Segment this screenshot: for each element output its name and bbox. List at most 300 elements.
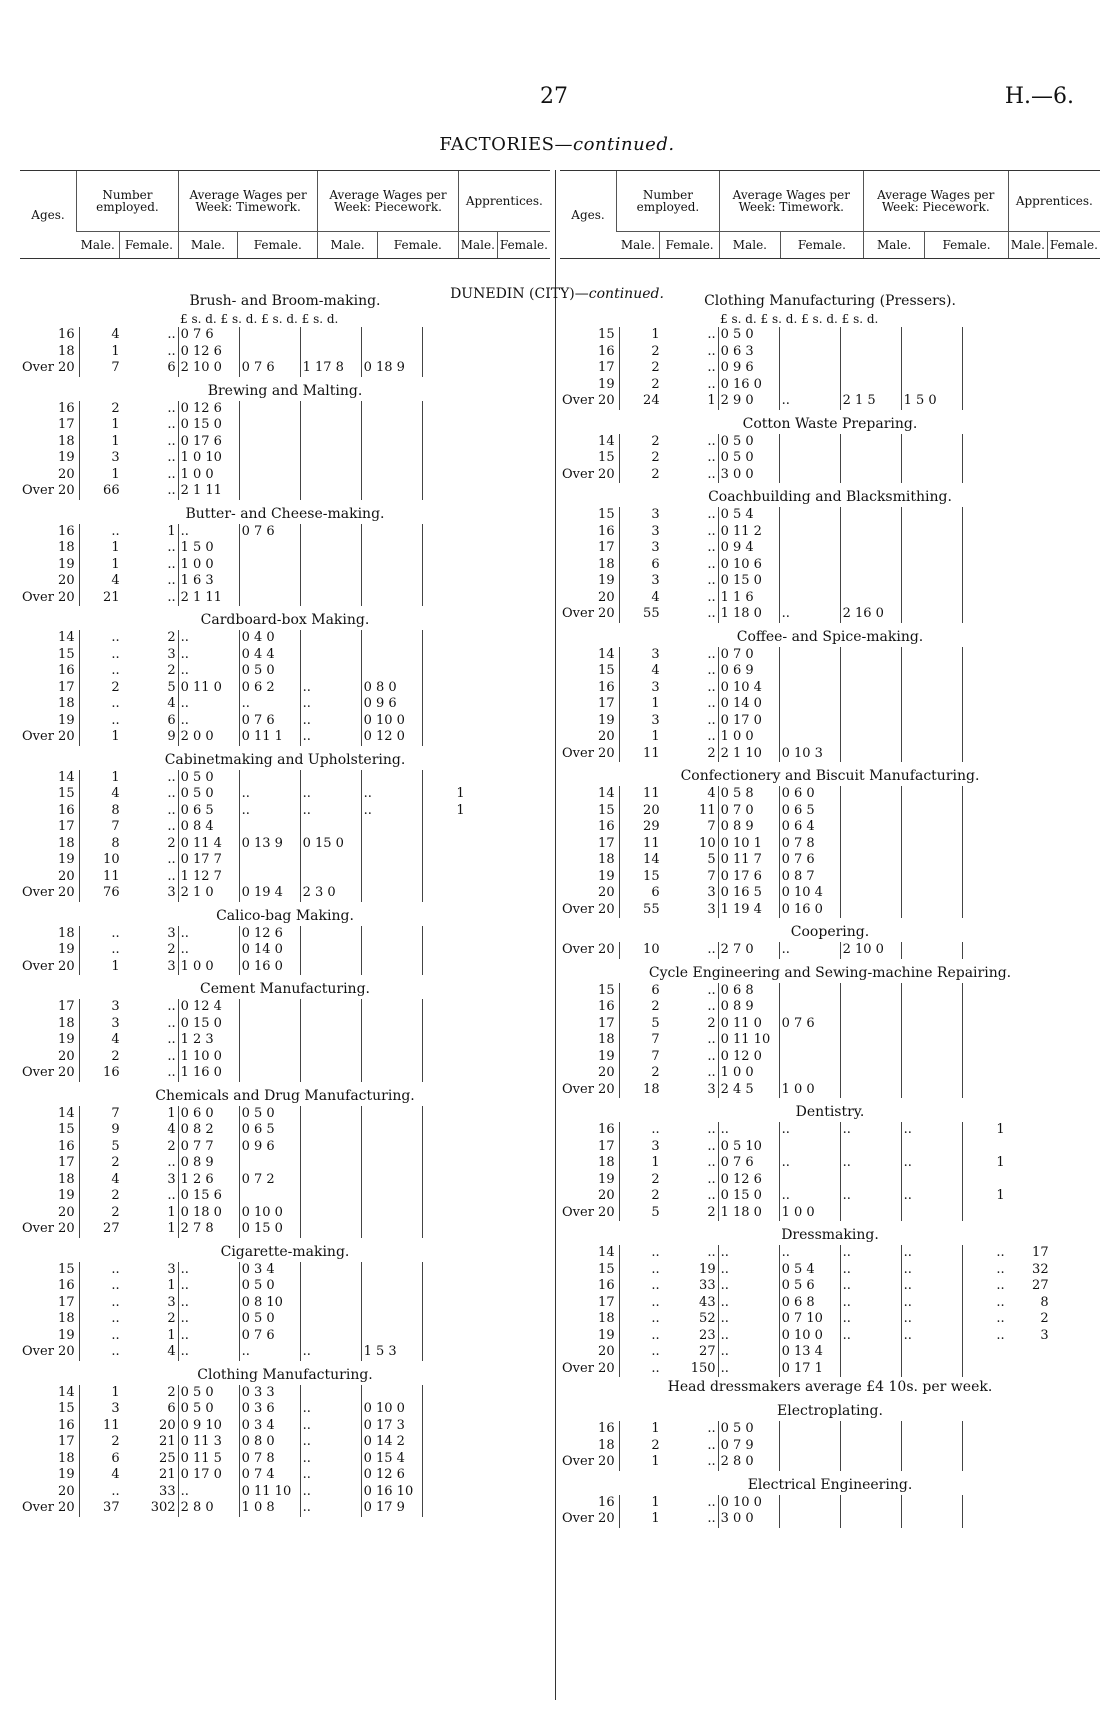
table-cell: [962, 999, 1007, 1016]
table-cell: 19: [560, 573, 619, 590]
table-cell: [962, 696, 1007, 713]
table-cell: ..: [300, 680, 361, 697]
table-cell: [467, 1221, 511, 1238]
table-cell: [422, 1311, 467, 1328]
table-cell: 17: [560, 360, 619, 377]
table-cell: ..: [840, 1295, 901, 1312]
table-cell: 17: [560, 696, 619, 713]
table-cell: 16: [560, 1278, 619, 1295]
table-cell: 17: [560, 836, 619, 853]
table-cell: ..: [300, 1451, 361, 1468]
table-cell: 0 5 0: [178, 1401, 239, 1418]
table-row: [560, 869, 1051, 886]
table-cell: ..: [901, 1295, 962, 1312]
table-cell: 0 9 6: [239, 1139, 300, 1156]
table-row: [20, 1205, 511, 1222]
table-cell: ..: [662, 1421, 719, 1438]
table-cell: [1007, 836, 1051, 853]
industry-section: [20, 504, 550, 607]
table-cell: ..: [662, 1245, 719, 1262]
table-row: [20, 1328, 511, 1345]
table-cell: 18: [20, 1451, 79, 1468]
table-cell: 17: [560, 1016, 619, 1033]
table-cell: [239, 1049, 300, 1066]
table-cell: 1: [122, 1221, 179, 1238]
table-cell: 7: [651, 1032, 660, 1047]
table-cell: 0 6 0: [779, 786, 840, 803]
table-cell: [361, 942, 422, 959]
table-cell: 2: [122, 1311, 179, 1328]
table-cell: 1 0 0: [178, 467, 239, 484]
table-cell: [467, 926, 511, 943]
table-cell: [239, 770, 300, 787]
table-cell: 2: [122, 630, 179, 647]
table-cell: 14: [643, 852, 660, 867]
table-cell: [467, 959, 511, 976]
table-row: [20, 1106, 511, 1123]
table-cell: 15: [560, 327, 619, 344]
table-cell: [422, 1188, 467, 1205]
table-cell: [467, 1467, 511, 1484]
table-cell: 2 7 0: [718, 942, 779, 959]
table-cell: [361, 1278, 422, 1295]
table-cell: 15: [560, 663, 619, 680]
table-cell: 20: [20, 573, 79, 590]
table-cell: ..: [718, 1328, 779, 1345]
table-cell: [467, 786, 511, 803]
table-cell: ..: [662, 999, 719, 1016]
table-row: [20, 647, 511, 664]
table-cell: 15: [560, 450, 619, 467]
industry-section: [560, 963, 1100, 1099]
table-cell: 0 17 1: [779, 1361, 840, 1378]
table-cell: [300, 1016, 361, 1033]
industry-title: Clothing Manufacturing.: [197, 1366, 373, 1383]
table-cell: ..: [662, 663, 719, 680]
table-cell: [1007, 1421, 1051, 1438]
table-cell: 0 5 10: [718, 1139, 779, 1156]
table-row: [20, 1434, 511, 1451]
industry-section: [560, 922, 1100, 959]
table-cell: 1 0 0: [718, 1065, 779, 1082]
header-female: Female.: [1047, 232, 1100, 259]
table-cell: 9: [111, 1122, 120, 1137]
industry-section: [20, 291, 550, 377]
table-cell: 1: [662, 393, 719, 410]
table-cell: 11: [662, 803, 719, 820]
table-cell: [962, 983, 1007, 1000]
table-cell: [840, 557, 901, 574]
table-cell: 0 18 0: [178, 1205, 239, 1222]
table-cell: [361, 1188, 422, 1205]
table-row: [20, 1385, 511, 1402]
table-cell: 0 11 10: [239, 1484, 300, 1501]
table-cell: [962, 803, 1007, 820]
table-cell: ..: [718, 1122, 779, 1139]
table-cell: [962, 540, 1007, 557]
table-cell: ..: [111, 1327, 120, 1343]
table-cell: 3: [662, 1082, 719, 1099]
table-cell: 0 7 0: [718, 647, 779, 664]
table-cell: [300, 1221, 361, 1238]
table-cell: [840, 836, 901, 853]
table-cell: [467, 630, 511, 647]
table-cell: ..: [300, 1418, 361, 1435]
table-cell: [361, 450, 422, 467]
table-cell: ..: [662, 1049, 719, 1066]
table-cell: [361, 770, 422, 787]
table-cell: 15: [20, 647, 79, 664]
table-cell: [239, 1188, 300, 1205]
table-cell: [361, 1106, 422, 1123]
header-apprentices: Apprentices.: [1008, 171, 1100, 232]
table-cell: 0 7 0: [718, 803, 779, 820]
table-cell: 0 15 4: [361, 1451, 422, 1468]
table-cell: 14: [20, 1106, 79, 1123]
table-cell: 1 12 7: [178, 869, 239, 886]
table-row: [20, 327, 511, 344]
table-cell: 0 10 4: [779, 885, 840, 902]
table-cell: [1007, 1172, 1051, 1189]
table-cell: [300, 1032, 361, 1049]
table-cell: 0 7 8: [239, 1451, 300, 1468]
table-cell: [422, 1172, 467, 1189]
table-cell: [239, 540, 300, 557]
table-cell: [467, 999, 511, 1016]
table-cell: 0 10 4: [718, 680, 779, 697]
table-cell: [361, 540, 422, 557]
table-cell: [361, 573, 422, 590]
table-cell: 17: [560, 540, 619, 557]
table-row: [20, 696, 511, 713]
table-cell: 0 7 8: [779, 836, 840, 853]
table-cell: [467, 836, 511, 853]
table-cell: [901, 647, 962, 664]
table-cell: [840, 360, 901, 377]
table-cell: 3 0 0: [718, 467, 779, 484]
table-cell: [840, 1172, 901, 1189]
table-cell: ..: [662, 713, 719, 730]
table-cell: 21: [103, 589, 120, 605]
table-cell: 5: [111, 1138, 120, 1154]
table-cell: [779, 450, 840, 467]
right-column: [560, 170, 1100, 1528]
table-cell: ..: [111, 523, 120, 539]
table-cell: ..: [840, 1311, 901, 1328]
table-row: [20, 450, 511, 467]
table-cell: 19: [20, 557, 79, 574]
table-row: [560, 1311, 1051, 1328]
table-cell: [962, 524, 1007, 541]
table-cell: [239, 1065, 300, 1082]
table-row: [560, 327, 1051, 344]
table-row: [20, 1467, 511, 1484]
table-cell: [1007, 1454, 1051, 1471]
table-row: [20, 680, 511, 697]
table-cell: [422, 1016, 467, 1033]
table-cell: 3: [651, 523, 660, 539]
table-cell: ..: [300, 713, 361, 730]
table-cell: [840, 573, 901, 590]
table-cell: [901, 869, 962, 886]
table-cell: 1 0 0: [178, 959, 239, 976]
table-cell: 17: [20, 999, 79, 1016]
table-cell: [361, 401, 422, 418]
table-cell: 15: [643, 868, 660, 884]
table-cell: 150: [662, 1361, 719, 1378]
table-cell: 0 10 0: [361, 713, 422, 730]
table-cell: 1: [651, 1421, 660, 1436]
table-cell: 1 10 0: [178, 1049, 239, 1066]
table-cell: 1 0 0: [718, 729, 779, 746]
left-sections: [20, 291, 550, 1517]
table-cell: [467, 1032, 511, 1049]
table-cell: 17: [20, 680, 79, 697]
table-cell: [300, 926, 361, 943]
table-cell: [300, 483, 361, 500]
table-cell: 0 5 0: [718, 434, 779, 451]
header-female: Female.: [377, 232, 458, 259]
table-cell: 0 13 4: [779, 1344, 840, 1361]
table-cell: 7: [111, 360, 120, 375]
table-cell: ..: [996, 1261, 1005, 1277]
table-row: [20, 1500, 511, 1517]
table-cell: Over 20: [560, 1454, 619, 1471]
table-cell: 1 16 0: [178, 1065, 239, 1082]
table-cell: [1007, 557, 1051, 574]
table-cell: [840, 696, 901, 713]
table-cell: ..: [300, 696, 361, 713]
table-cell: 2: [651, 999, 660, 1014]
table-cell: [422, 942, 467, 959]
table-cell: ..: [178, 1278, 239, 1295]
table-row: [560, 1438, 1051, 1455]
table-cell: [901, 1082, 962, 1099]
industry-title: Clothing Manufacturing (Pressers).: [704, 293, 956, 309]
table-cell: 0 15 0: [300, 836, 361, 853]
table-row: [560, 344, 1051, 361]
table-cell: ..: [300, 1401, 361, 1418]
table-cell: [467, 434, 511, 451]
table-cell: Over 20: [20, 360, 79, 377]
table-cell: [239, 819, 300, 836]
table-cell: 0 12 6: [178, 344, 239, 361]
table-cell: 33: [122, 1484, 179, 1501]
table-cell: [962, 786, 1007, 803]
table-row: [20, 1172, 511, 1189]
table-row: [20, 1295, 511, 1312]
table-cell: 0 8 9: [178, 1155, 239, 1172]
table-cell: 2 8 0: [718, 1454, 779, 1471]
table-cell: [467, 401, 511, 418]
table-cell: [1007, 573, 1051, 590]
table-cell: [361, 434, 422, 451]
table-cell: 0 15 6: [178, 1188, 239, 1205]
header-timework: Average Wages per Week: Timework.: [178, 171, 317, 232]
table-cell: 0 5 0: [178, 786, 239, 803]
table-cell: [1007, 696, 1051, 713]
table-cell: [239, 573, 300, 590]
table-cell: 2: [122, 1139, 179, 1156]
industry-title: Cement Manufacturing.: [200, 981, 370, 997]
table-cell: 18: [560, 852, 619, 869]
table-cell: [1007, 1361, 1051, 1378]
table-row: [560, 680, 1051, 697]
table-cell: 1 18 0: [718, 1205, 779, 1222]
table-cell: 55: [643, 901, 660, 917]
table-cell: 14: [20, 770, 79, 787]
table-cell: [239, 483, 300, 500]
table-cell: ..: [662, 647, 719, 664]
table-row: [560, 393, 1051, 410]
table-cell: ..: [996, 1294, 1005, 1310]
table-cell: 2: [1040, 1311, 1049, 1326]
table-cell: [1007, 1205, 1051, 1222]
table-cell: 43: [662, 1295, 719, 1312]
table-cell: [361, 869, 422, 886]
table-cell: [422, 327, 467, 344]
table-cell: [901, 786, 962, 803]
table-cell: [422, 1434, 467, 1451]
table-cell: [840, 434, 901, 451]
table-cell: Over 20: [20, 1344, 79, 1361]
table-row: [20, 1311, 511, 1328]
table-cell: 0 12 6: [361, 1467, 422, 1484]
table-cell: ..: [662, 942, 719, 959]
table-row: [20, 1278, 511, 1295]
table-cell: ..: [651, 1294, 660, 1310]
table-cell: 5: [662, 852, 719, 869]
table-cell: 0 17 0: [178, 1467, 239, 1484]
table-cell: 1: [122, 1278, 179, 1295]
table-cell: [779, 1139, 840, 1156]
table-cell: [361, 1122, 422, 1139]
table-row: [560, 885, 1051, 902]
table-row: [560, 467, 1051, 484]
table-cell: [840, 1032, 901, 1049]
table-cell: 17: [20, 417, 79, 434]
table-cell: [422, 696, 467, 713]
table-cell: 0 14 0: [718, 696, 779, 713]
table-cell: 18: [20, 1172, 79, 1189]
table-cell: 1: [122, 1328, 179, 1345]
table-cell: [422, 1221, 467, 1238]
table-cell: [1007, 902, 1051, 919]
table-cell: ..: [111, 942, 120, 957]
table-cell: [467, 1344, 511, 1361]
table-cell: ..: [178, 1344, 239, 1361]
table-cell: [901, 360, 962, 377]
table-cell: 3: [651, 1138, 660, 1154]
table-cell: 19: [20, 713, 79, 730]
table-cell: [239, 417, 300, 434]
table-cell: [1007, 1139, 1051, 1156]
table-cell: 3 0 0: [718, 1511, 779, 1528]
table-row: [560, 786, 1051, 803]
table-cell: [467, 1139, 511, 1156]
table-cell: [422, 836, 467, 853]
table-cell: [1007, 1122, 1051, 1139]
table-cell: 0 6 5: [239, 1122, 300, 1139]
table-cell: [962, 885, 1007, 902]
table-cell: 2: [651, 360, 660, 375]
table-row: [20, 1188, 511, 1205]
table-cell: ..: [300, 729, 361, 746]
table-cell: 2: [122, 1385, 179, 1402]
table-cell: 2: [122, 942, 179, 959]
table-cell: ..: [718, 1311, 779, 1328]
table-cell: ..: [111, 1261, 120, 1277]
table-cell: [901, 1511, 962, 1528]
table-cell: [467, 819, 511, 836]
table-cell: ..: [239, 696, 300, 713]
table-cell: ..: [300, 1484, 361, 1501]
table-cell: ..: [718, 1295, 779, 1312]
table-cell: [300, 1172, 361, 1189]
table-cell: [300, 1122, 361, 1139]
table-cell: 2: [111, 400, 120, 416]
table-row: [20, 557, 511, 574]
table-cell: [901, 663, 962, 680]
industry-title: Cigarette-making.: [220, 1243, 350, 1260]
table-cell: ..: [361, 786, 422, 803]
table-cell: 1 18 0: [718, 606, 779, 623]
table-cell: 18: [20, 1311, 79, 1328]
table-cell: 0 3 4: [239, 1418, 300, 1435]
table-cell: ..: [122, 434, 179, 451]
table-cell: 16: [20, 803, 79, 820]
table-cell: [779, 524, 840, 541]
table-cell: 2: [651, 1437, 660, 1453]
table-cell: ..: [779, 942, 840, 959]
table-cell: 20: [560, 885, 619, 902]
table-cell: 0 7 2: [239, 1172, 300, 1189]
table-cell: 7: [111, 1105, 120, 1121]
table-cell: [361, 344, 422, 361]
table-cell: 0 18 9: [361, 360, 422, 377]
table-cell: 2 1 11: [178, 483, 239, 500]
table-cell: [1007, 344, 1051, 361]
table-cell: 19: [20, 852, 79, 869]
header-female: Female.: [497, 232, 550, 259]
table-cell: [840, 999, 901, 1016]
table-cell: 0 5 0: [178, 1385, 239, 1402]
table-cell: 1: [111, 729, 120, 744]
table-cell: ..: [122, 450, 179, 467]
table-cell: ..: [662, 540, 719, 557]
table-cell: 1: [651, 696, 660, 711]
table-cell: [1007, 1082, 1051, 1099]
table-cell: 16: [20, 1418, 79, 1435]
table-cell: [239, 450, 300, 467]
table-cell: [422, 852, 467, 869]
table-cell: [901, 573, 962, 590]
table-cell: [239, 869, 300, 886]
table-cell: 1: [111, 556, 120, 572]
table-cell: 0 10 0: [239, 1205, 300, 1222]
table-cell: [1007, 885, 1051, 902]
table-row: [560, 647, 1051, 664]
table-cell: 3: [122, 1295, 179, 1312]
header-male: Male.: [617, 232, 660, 259]
table-cell: [1007, 327, 1051, 344]
industry-section: [560, 1475, 1100, 1528]
table-row: [560, 557, 1051, 574]
table-cell: ..: [178, 1484, 239, 1501]
table-cell: ..: [662, 606, 719, 623]
table-cell: 0 6 8: [718, 983, 779, 1000]
table-cell: [361, 959, 422, 976]
